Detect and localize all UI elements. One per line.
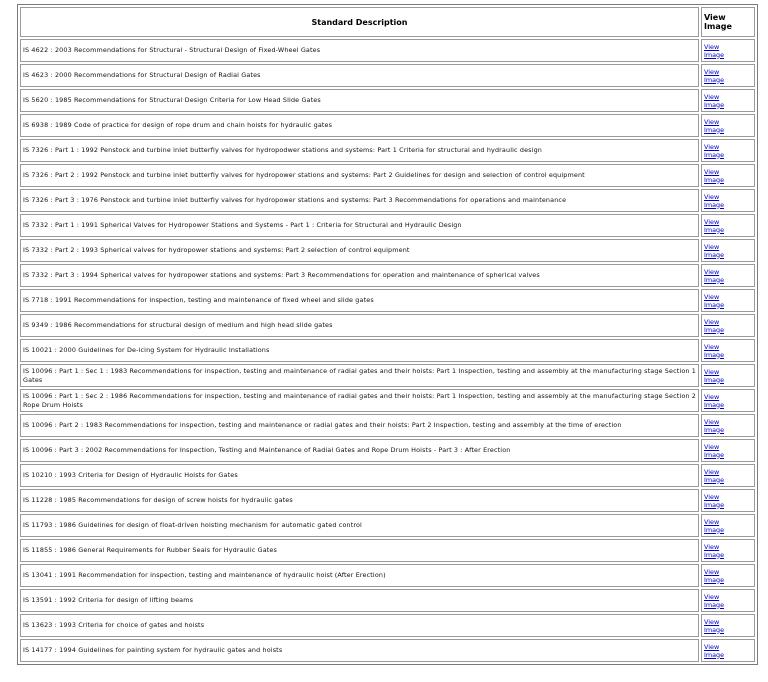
image-link-text: Image xyxy=(704,400,725,409)
view-image-link[interactable] xyxy=(704,318,724,334)
standard-description-cell: IS 7718 : 1991 Recommendations for inspection, testing and maintenance of fixed wheel and slide gates xyxy=(20,289,699,312)
view-image-cell xyxy=(701,614,755,637)
image-link-text: Image xyxy=(704,475,725,484)
view-link-text: View xyxy=(704,67,720,76)
view-link-text: View xyxy=(704,242,720,251)
view-image-cell xyxy=(701,189,755,212)
image-link-text: Image xyxy=(704,175,725,184)
standard-description-cell: IS 7326 : Part 3 : 1976 Penstock and turbine inlet butterfly valves for hydropower stations and systems: Part 3 Recommendations for operations and maintenance xyxy=(20,189,699,212)
view-image-link[interactable] xyxy=(704,143,724,159)
table-row xyxy=(20,464,755,487)
view-link-text: View xyxy=(704,217,720,226)
table-row xyxy=(20,114,755,137)
view-image-cell xyxy=(701,464,755,487)
view-link-text: View xyxy=(704,42,720,51)
view-link-text: View xyxy=(704,317,720,326)
view-image-link[interactable] xyxy=(704,468,724,484)
view-image-link[interactable] xyxy=(704,293,724,309)
view-image-link[interactable] xyxy=(704,218,724,234)
standards-table xyxy=(17,4,758,665)
view-image-cell xyxy=(701,239,755,262)
view-image-cell xyxy=(701,514,755,537)
standard-description-cell: IS 9349 : 1986 Recommendations for structural design of medium and high head slide gates xyxy=(20,314,699,337)
image-link-text: Image xyxy=(704,300,725,309)
view-image-cell xyxy=(701,339,755,362)
header-standard-description: Standard Description xyxy=(20,7,699,37)
image-link-text: Image xyxy=(704,75,725,84)
view-image-link[interactable] xyxy=(704,43,724,59)
table-row xyxy=(20,364,755,387)
view-image-link[interactable] xyxy=(704,443,724,459)
header-view-image xyxy=(701,7,755,37)
standard-description-cell: IS 10210 : 1993 Criteria for Design of Hydraulic Hoists for Gates xyxy=(20,464,699,487)
view-image-link[interactable] xyxy=(704,493,724,509)
standard-description-cell: IS 7332 : Part 1 : 1991 Spherical Valves for Hydropower Stations and Systems - Part 1 : Criteria for Structural and Hydraulic Design xyxy=(20,214,699,237)
image-link-text: Image xyxy=(704,350,725,359)
standard-description-cell: IS 4622 : 2003 Recommendations for Structural - Structural Design of Fixed-Wheel Gates xyxy=(20,39,699,62)
table-header-row xyxy=(20,7,755,37)
standard-description-cell: IS 7326 : Part 1 : 1992 Penstock and turbine inlet butterfly valves for hydropodwer stations and systems: Part 1 Criteria for structural and hydraulic design xyxy=(20,139,699,162)
view-link-text: View xyxy=(704,92,720,101)
standard-description-cell: IS 10096 : Part 3 : 2002 Recommendations for Inspection, Testing and Maintenance of Radial Gates and Rope Drum Hoists - Part 3 : After Erection xyxy=(20,439,699,462)
standard-description-cell: IS 7332 : Part 3 : 1994 Spherical valves for hydropower stations and systems: Part 3 Recommendations for operation and maintenance of spherical valves xyxy=(20,264,699,287)
standard-description-cell: IS 11793 : 1986 Guidelines for design of float-driven hoisting mechanism for automatic gated control xyxy=(20,514,699,537)
view-image-link[interactable] xyxy=(704,68,724,84)
view-link-text: View xyxy=(704,567,720,576)
view-link-text: View xyxy=(704,492,720,501)
table-row xyxy=(20,289,755,312)
table-row xyxy=(20,314,755,337)
view-image-cell xyxy=(701,389,755,412)
standard-description-cell: IS 7326 : Part 2 : 1992 Penstock and turbine inlet butterfly valves for hydropower stations and systems: Part 2 Guidelines for design and selection of control equipment xyxy=(20,164,699,187)
view-link-text: View xyxy=(704,167,720,176)
image-link-text: Image xyxy=(704,125,725,134)
standard-description-cell: IS 13623 : 1993 Criteria for choice of gates and hoists xyxy=(20,614,699,637)
view-link-text: View xyxy=(704,417,720,426)
view-link-text: View xyxy=(704,117,720,126)
table-row xyxy=(20,214,755,237)
view-link-text: View xyxy=(704,642,720,651)
table-row xyxy=(20,239,755,262)
standards-table-container xyxy=(17,4,758,665)
view-image-cell xyxy=(701,39,755,62)
table-row xyxy=(20,64,755,87)
view-image-link[interactable] xyxy=(704,343,724,359)
view-link-text: View xyxy=(704,267,720,276)
standard-description-cell: IS 13041 : 1991 Recommendation for inspection, testing and maintenance of hydraulic hoist (After Erection) xyxy=(20,564,699,587)
view-image-cell xyxy=(701,414,755,437)
view-image-cell xyxy=(701,439,755,462)
table-row xyxy=(20,489,755,512)
view-image-cell xyxy=(701,264,755,287)
view-image-link[interactable] xyxy=(704,268,724,284)
standard-description-cell: IS 7332 : Part 2 : 1993 Spherical valves for hydropower stations and systems: Part 2 selection of control equipment xyxy=(20,239,699,262)
view-link-text: View xyxy=(704,442,720,451)
view-link-text: View xyxy=(704,392,720,401)
table-row xyxy=(20,514,755,537)
standard-description-cell: IS 10096 : Part 1 : Sec 2 : 1986 Recommendations for inspection, testing and maintenance of radial gates and their hoists: Part 1 Inspection, testing and assembly at the manufacturing stage Section 2 Rope Drum Hoists xyxy=(20,389,699,412)
view-link-text: View xyxy=(704,467,720,476)
view-image-link[interactable] xyxy=(704,243,724,259)
view-image-link[interactable] xyxy=(704,593,724,609)
view-image-link[interactable] xyxy=(704,93,724,109)
view-link-text: View xyxy=(704,617,720,626)
table-row xyxy=(20,639,755,662)
header-image-label: Image xyxy=(704,22,732,31)
standard-description-cell: IS 6938 : 1989 Code of practice for design of rope drum and chain hoists for hydraulic gates xyxy=(20,114,699,137)
table-row xyxy=(20,589,755,612)
table-row xyxy=(20,539,755,562)
view-image-cell xyxy=(701,64,755,87)
image-link-text: Image xyxy=(704,250,725,259)
view-link-text: View xyxy=(704,367,720,376)
view-image-link[interactable] xyxy=(704,643,724,659)
standard-description-cell: IS 11228 : 1985 Recommendations for design of screw hoists for hydraulic gates xyxy=(20,489,699,512)
table-row xyxy=(20,139,755,162)
image-link-text: Image xyxy=(704,225,725,234)
view-link-text: View xyxy=(704,592,720,601)
image-link-text: Image xyxy=(704,100,725,109)
table-row xyxy=(20,264,755,287)
view-link-text: View xyxy=(704,142,720,151)
image-link-text: Image xyxy=(704,275,725,284)
standard-description-cell: IS 10096 : Part 1 : Sec 1 : 1983 Recommendations for inspection, testing and maintenance of radial gates and their hoists: Part 1 Inspection, testing and assembly at the manufacturing stage Section 1 Gates xyxy=(20,364,699,387)
view-image-cell xyxy=(701,639,755,662)
table-row xyxy=(20,439,755,462)
image-link-text: Image xyxy=(704,450,725,459)
view-image-cell xyxy=(701,589,755,612)
header-view-label: View xyxy=(704,13,726,22)
view-link-text: View xyxy=(704,542,720,551)
table-row xyxy=(20,389,755,412)
standard-description-cell: IS 4623 : 2000 Recommendations for Structural Design of Radial Gates xyxy=(20,64,699,87)
view-link-text: View xyxy=(704,192,720,201)
view-image-cell xyxy=(701,314,755,337)
image-link-text: Image xyxy=(704,650,725,659)
view-image-cell xyxy=(701,489,755,512)
table-row xyxy=(20,339,755,362)
image-link-text: Image xyxy=(704,375,725,384)
standard-description-cell: IS 13591 : 1992 Criteria for design of lifting beams xyxy=(20,589,699,612)
view-link-text: View xyxy=(704,292,720,301)
image-link-text: Image xyxy=(704,50,725,59)
table-row xyxy=(20,164,755,187)
view-image-link[interactable] xyxy=(704,393,724,409)
table-row xyxy=(20,39,755,62)
image-link-text: Image xyxy=(704,150,725,159)
image-link-text: Image xyxy=(704,500,725,509)
table-row xyxy=(20,414,755,437)
view-image-link[interactable] xyxy=(704,118,724,134)
view-image-link[interactable] xyxy=(704,368,724,384)
view-link-text: View xyxy=(704,342,720,351)
image-link-text: Image xyxy=(704,575,725,584)
standard-description-cell: IS 14177 : 1994 Guidelines for painting system for hydraulic gates and hoists xyxy=(20,639,699,662)
image-link-text: Image xyxy=(704,525,725,534)
table-row xyxy=(20,189,755,212)
view-image-cell xyxy=(701,139,755,162)
standard-description-cell: IS 10021 : 2000 Guidelines for De-icing System for Hydraulic Installations xyxy=(20,339,699,362)
view-image-cell xyxy=(701,89,755,112)
view-image-link[interactable] xyxy=(704,193,724,209)
view-image-cell xyxy=(701,364,755,387)
table-row xyxy=(20,89,755,112)
view-image-cell xyxy=(701,564,755,587)
view-image-link[interactable] xyxy=(704,418,724,434)
image-link-text: Image xyxy=(704,550,725,559)
view-image-link[interactable] xyxy=(704,568,724,584)
view-image-cell xyxy=(701,214,755,237)
image-link-text: Image xyxy=(704,200,725,209)
view-image-cell xyxy=(701,289,755,312)
standard-description-cell: IS 11855 : 1986 General Requirements for Rubber Seals for Hydraulic Gates xyxy=(20,539,699,562)
view-image-link[interactable] xyxy=(704,543,724,559)
standard-description-cell: IS 10096 : Part 2 : 1983 Recommendations for inspection, testing and maintenance or radial gates and their hoists: Part 2 Inspection, testing and assembly at the time of erection xyxy=(20,414,699,437)
table-row xyxy=(20,614,755,637)
image-link-text: Image xyxy=(704,600,725,609)
view-image-cell xyxy=(701,114,755,137)
image-link-text: Image xyxy=(704,625,725,634)
view-image-link[interactable] xyxy=(704,518,724,534)
image-link-text: Image xyxy=(704,325,725,334)
table-row xyxy=(20,564,755,587)
view-image-cell xyxy=(701,539,755,562)
view-image-link[interactable] xyxy=(704,618,724,634)
view-image-cell xyxy=(701,164,755,187)
standard-description-cell: IS 5620 : 1985 Recommendations for Structural Design Criteria for Low Head Slide Gates xyxy=(20,89,699,112)
view-image-link[interactable] xyxy=(704,168,724,184)
image-link-text: Image xyxy=(704,425,725,434)
view-link-text: View xyxy=(704,517,720,526)
